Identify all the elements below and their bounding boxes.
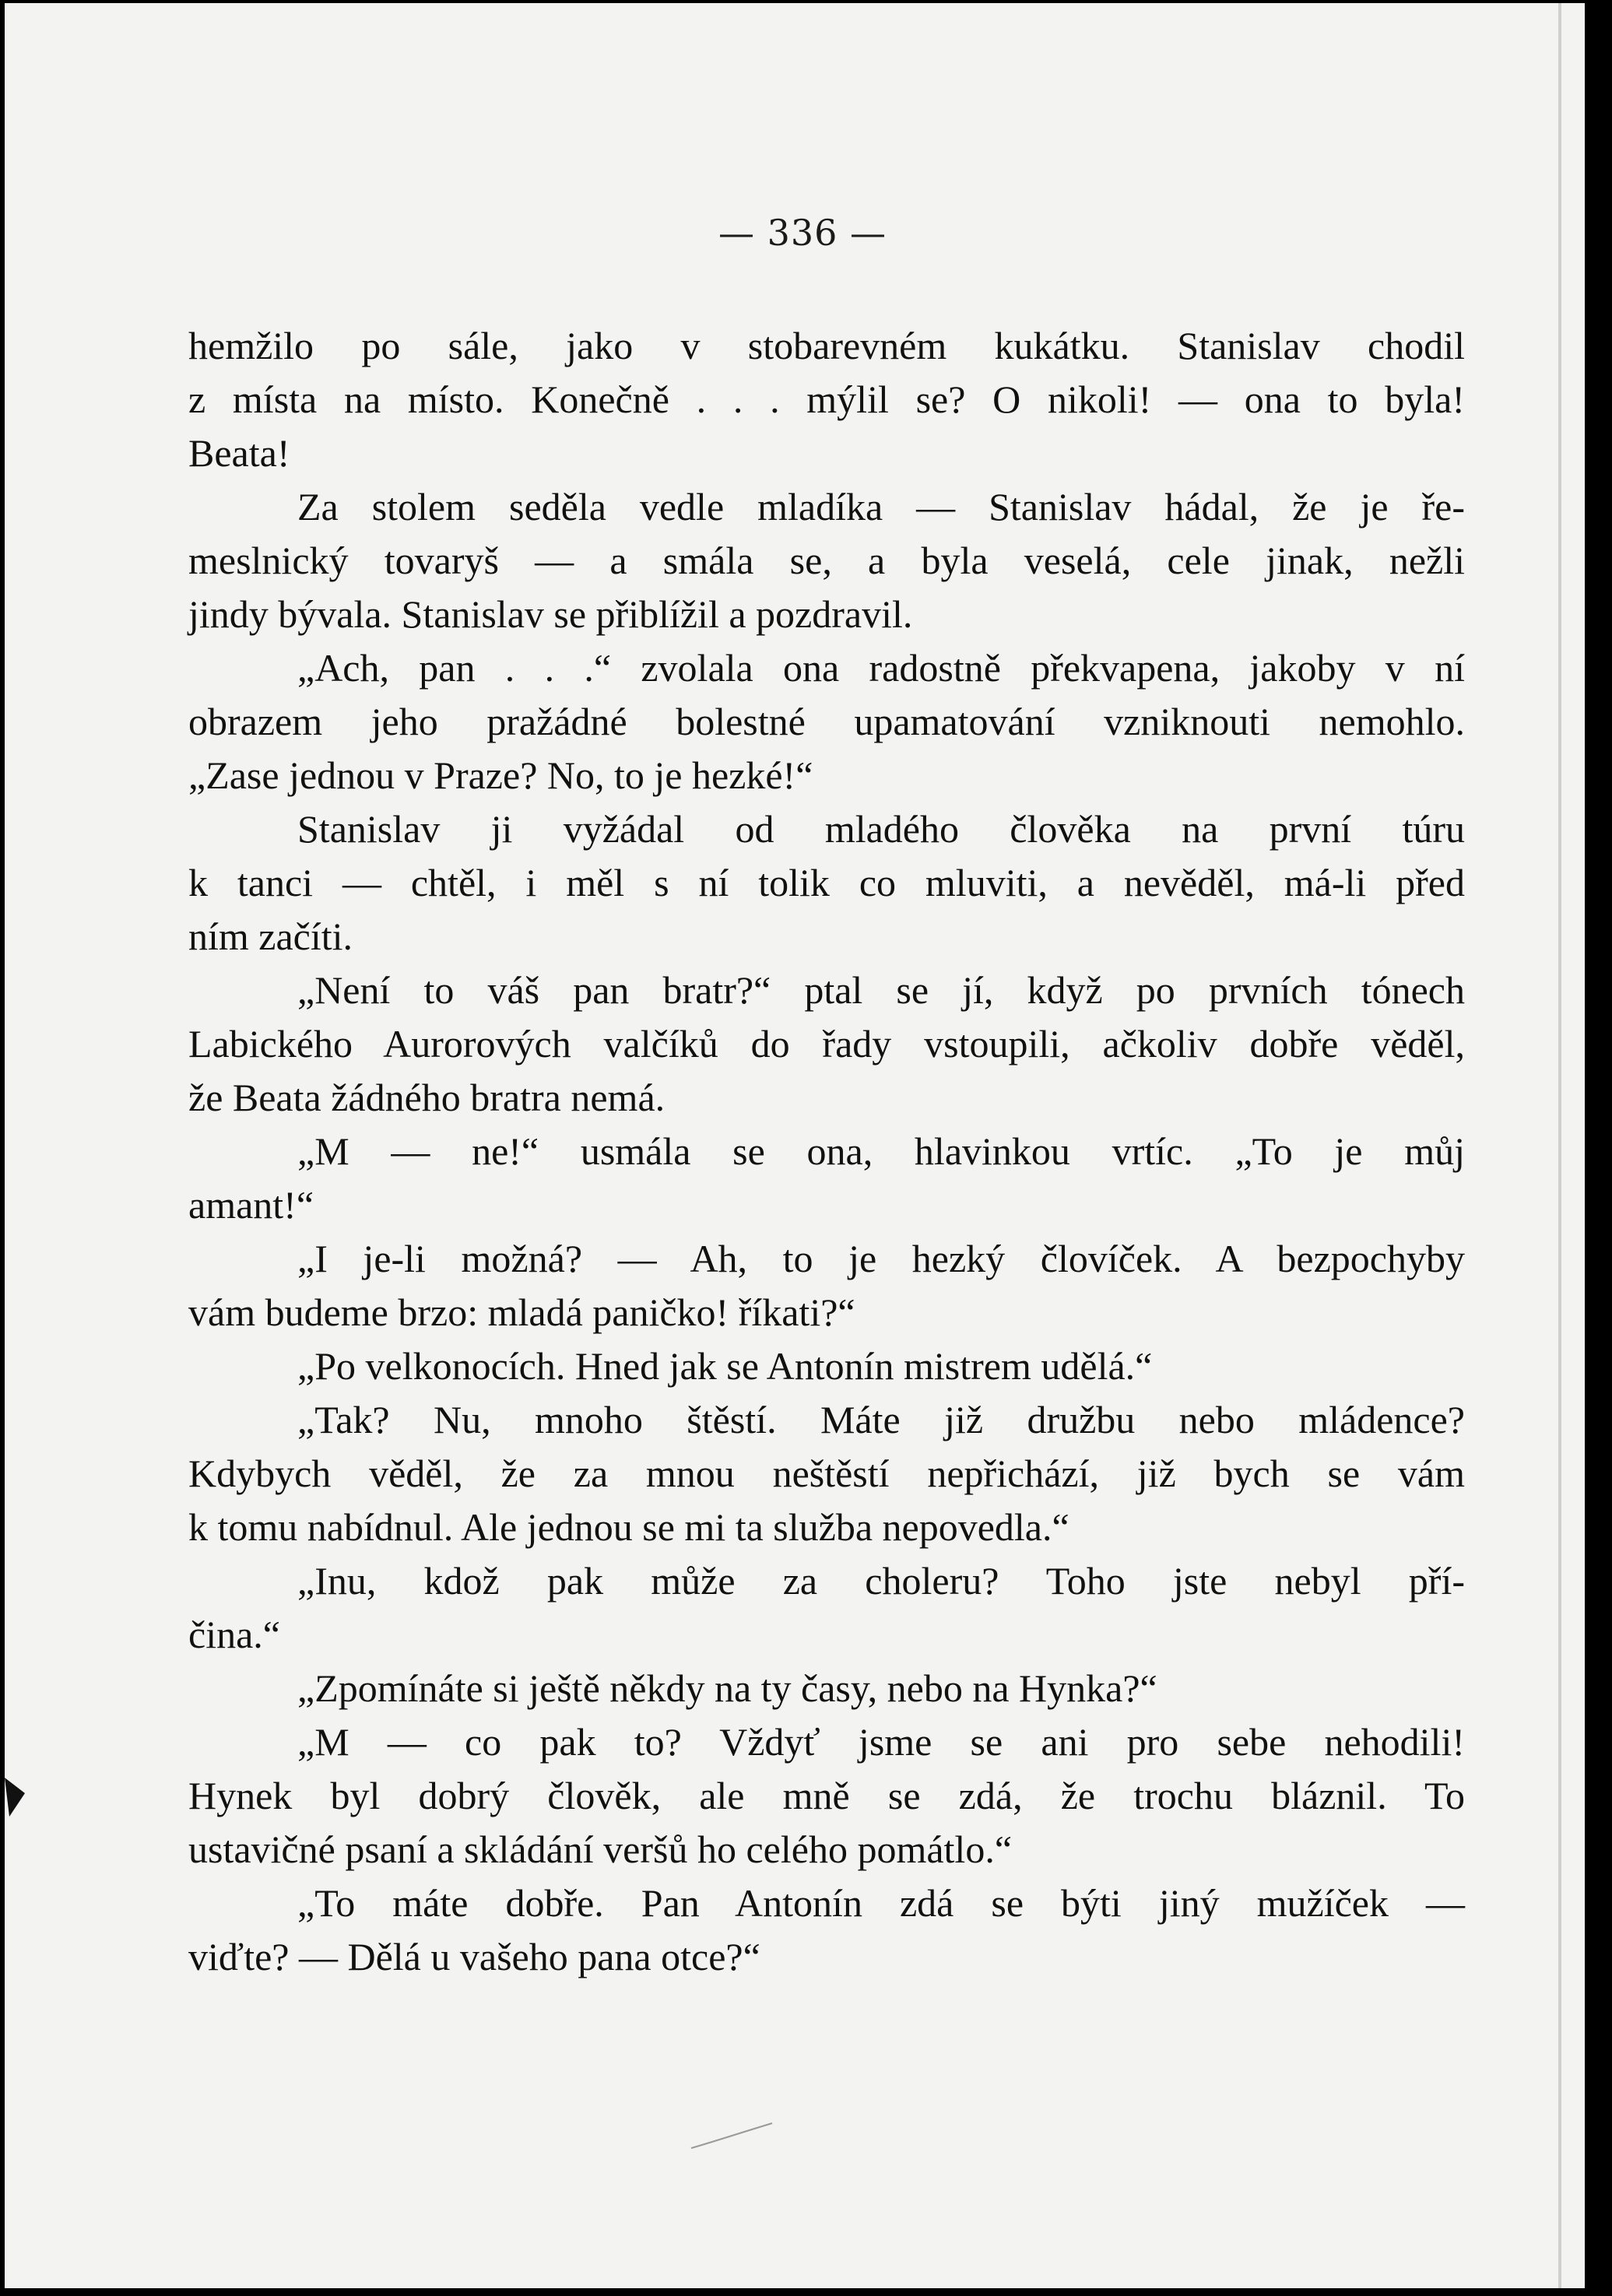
paragraph — [188, 1715, 1465, 1876]
text-line: čina.“ — [188, 1613, 280, 1656]
paragraph — [188, 1876, 1465, 1984]
text-line: Za stolem seděla vedle mladíka — Stanislav hádal, že je ře- — [297, 485, 1465, 528]
paragraph — [188, 641, 1465, 802]
text-line: vám budeme brzo: mladá paničko! říkati?“ — [188, 1290, 855, 1334]
book-page — [5, 3, 1585, 2288]
text-line: „Není to váš pan bratr?“ ptal se jí, když po prvních tónech — [297, 968, 1465, 1012]
paragraph — [188, 480, 1465, 641]
text-line: „Ach, pan . . .“ zvolala ona radostně překvapena, jakoby v ní — [297, 646, 1465, 690]
text-line: ním začíti. — [188, 915, 353, 958]
text-line: Labického Aurorových valčíků do řady vstoupili, ačkoliv dobře věděl, — [188, 1022, 1465, 1065]
text-line: Stanislav ji vyžádal od mladého člověka na první túru — [297, 807, 1465, 851]
text-line: Hynek byl dobrý člověk, ale mně se zdá, že trochu bláznil. To — [188, 1774, 1465, 1817]
text-line: Kdybych věděl, že za mnou neštěstí nepřichází, již bych se vám — [188, 1452, 1465, 1495]
text-line: ustavičné psaní a skládání veršů ho celého pomátlo.“ — [188, 1827, 1013, 1871]
text-line: z místa na místo. Konečně . . . mýlil se? O nikoli! — ona to byla! — [188, 377, 1465, 421]
text-line: amant!“ — [188, 1183, 314, 1227]
text-line: „M — ne!“ usmála se ona, hlavinkou vrtíc. „To je můj — [297, 1129, 1465, 1173]
text-line: obrazem jeho pražádné bolestné upamatování vzniknouti nemohlo. — [188, 700, 1465, 743]
body-text — [188, 319, 1465, 1984]
text-line: „M — co pak to? Vždyť jsme se ani pro sebe nehodili! — [297, 1720, 1465, 1764]
paragraph — [188, 1662, 1465, 1715]
paragraph — [188, 964, 1465, 1125]
paragraph — [188, 802, 1465, 964]
text-line: „Tak? Nu, mnoho štěstí. Máte již družbu nebo mládence? — [297, 1398, 1465, 1441]
text-line: Beata! — [188, 431, 290, 475]
paragraph — [188, 1125, 1465, 1232]
paragraph — [188, 1393, 1465, 1554]
text-line: „Po velkonocích. Hned jak se Antonín mistrem udělá.“ — [297, 1344, 1153, 1388]
text-line: „To máte dobře. Pan Antonín zdá se býti jiný mužíček — — [297, 1881, 1465, 1925]
text-line: „I je-li možná? — Ah, to je hezký človíček. A bezpochyby — [297, 1237, 1465, 1280]
text-line: k tomu nabídnul. Ale jednou se mi ta služba nepovedla.“ — [188, 1505, 1069, 1549]
paragraph — [188, 1554, 1465, 1662]
text-line: k tanci — chtěl, i měl s ní tolik co mluviti, a nevěděl, má-li před — [188, 861, 1465, 904]
page-edge-shadow — [1558, 3, 1561, 2288]
text-line: „Zase jednou v Praze? No, to je hezké!“ — [188, 753, 813, 797]
text-line: jindy bývala. Stanislav se přiblížil a pozdravil. — [188, 592, 913, 636]
text-line: viďte? — Dělá u vašeho pana otce?“ — [188, 1935, 760, 1978]
scan-artifact-icon — [5, 1770, 36, 1824]
paragraph — [188, 1232, 1465, 1339]
text-line: hemžilo po sále, jako v stobarevném kukátku. Stanislav chodil — [188, 324, 1465, 367]
text-line: že Beata žádného bratra nemá. — [188, 1076, 666, 1119]
paragraph — [188, 319, 1465, 480]
pencil-mark-icon — [690, 2120, 775, 2151]
paragraph — [188, 1339, 1465, 1393]
text-line: „Inu, kdož pak může za choleru? Toho jste nebyl pří- — [297, 1559, 1465, 1603]
page-number: — 336 — — [718, 212, 887, 254]
text-line: meslnický tovaryš — a smála se, a byla veselá, cele jinak, nežli — [188, 539, 1465, 582]
text-line: „Zpomínáte si ještě někdy na ty časy, nebo na Hynka?“ — [297, 1666, 1157, 1710]
